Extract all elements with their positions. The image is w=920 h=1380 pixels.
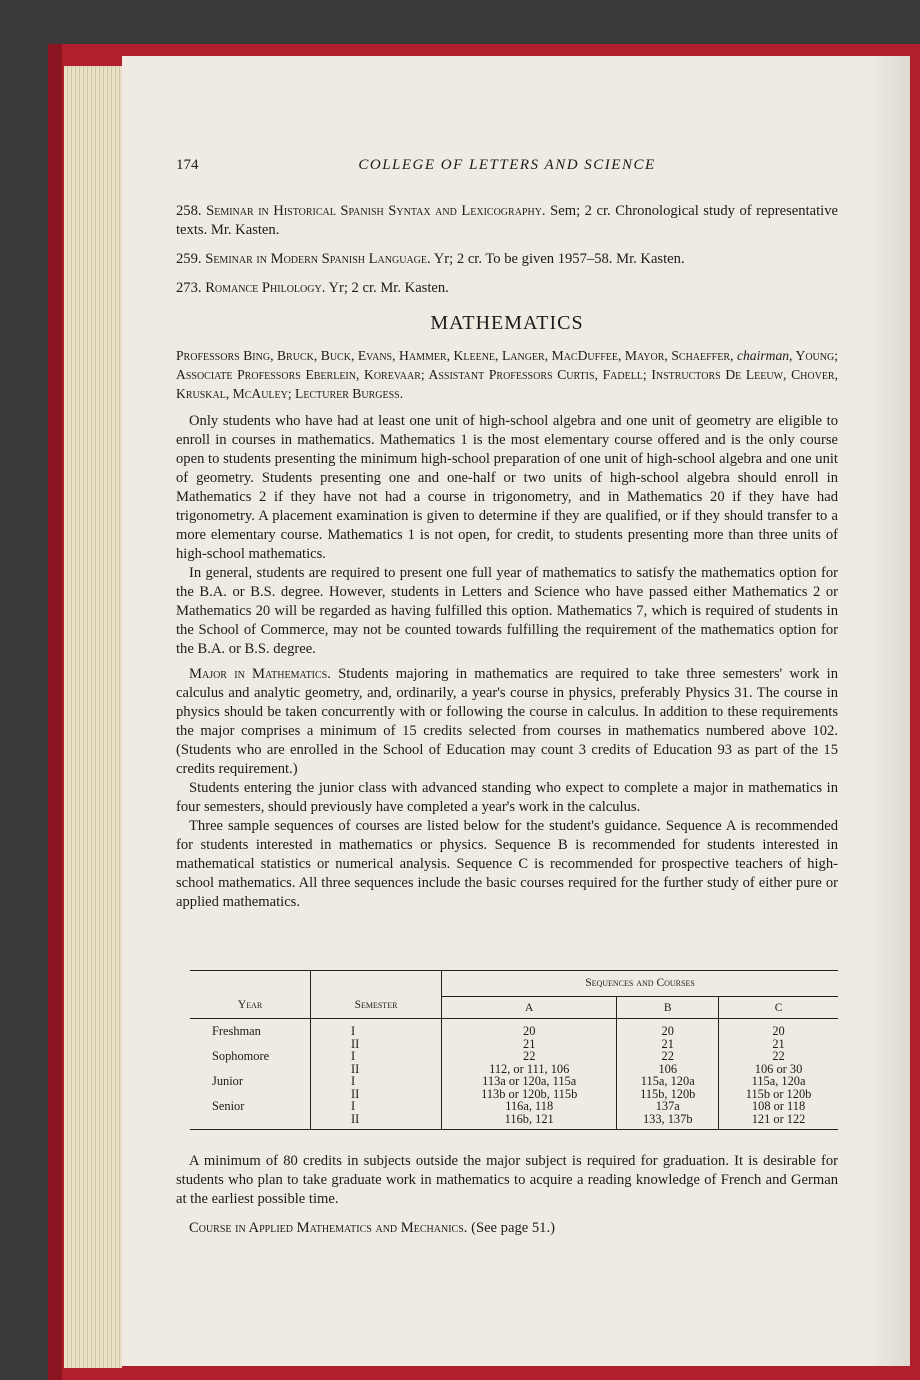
- course-entry: 258. Seminar in Historical Spanish Syntax and Lexicography. Sem; 2 cr. Chronological study of representative texts. Mr. Kasten.: [176, 203, 839, 238]
- semester-cell: I: [311, 1050, 442, 1063]
- year-cell: Freshman: [190, 1019, 311, 1038]
- sequence-a-cell: 20: [442, 1019, 617, 1038]
- sequence-a-cell: 112, or 111, 106: [442, 1063, 617, 1076]
- sequence-a-cell: 22: [442, 1050, 617, 1063]
- course-desc: Yr; 2 cr. Mr. Kasten.: [328, 280, 449, 296]
- sequence-a-cell: 21: [442, 1038, 617, 1051]
- sequences-header: Sequences and Courses: [442, 971, 839, 997]
- body-text: [176, 412, 838, 912]
- table-row: [190, 1038, 838, 1051]
- col-b-header: B: [617, 996, 719, 1019]
- col-semester-header: Semester: [311, 971, 442, 1019]
- sequence-b-cell: 21: [617, 1038, 719, 1051]
- closing-text: [176, 1152, 838, 1238]
- sequence-b-cell: 133, 137b: [617, 1113, 719, 1130]
- course-desc: Yr; 2 cr. To be given 1957–58. Mr. Kasten.: [433, 251, 685, 267]
- sequence-a-cell: 116b, 121: [442, 1113, 617, 1130]
- semester-cell: II: [311, 1038, 442, 1051]
- sequence-a-cell: 113a or 120a, 115a: [442, 1075, 617, 1088]
- sequence-c-cell: 21: [772, 1036, 785, 1051]
- paragraph: In general, students are required to present one full year of mathematics to satisfy the mathematics option for the B.A. or B.S. degree. However, students in Letters and Science who have passed either Mathematics 2 or Mathematics 20 will be regarded as having fulfilled this option. Mathematics 7, which is required of students in the School of Commerce, may not be counted towards fulfilling the requirement of the mathematics option for the B.A. or B.S. degree.: [176, 565, 838, 657]
- table-row: [190, 1050, 838, 1063]
- semester-cell: II: [311, 1063, 442, 1076]
- table-body: [190, 1019, 838, 1130]
- year-cell: Junior: [190, 1075, 311, 1088]
- course-list: [176, 202, 838, 308]
- semester-cell: I: [311, 1075, 442, 1088]
- semester-cell: II: [311, 1113, 442, 1130]
- col-year-header: Year: [190, 971, 311, 1019]
- page-number: 174: [176, 157, 199, 173]
- semester-cell: I: [311, 1019, 442, 1038]
- sequence-c-cell: 106 or 30: [754, 1061, 803, 1076]
- course-entry: 259. Seminar in Modern Spanish Language. Yr; 2 cr. To be given 1957–58. Mr. Kasten.: [176, 251, 685, 267]
- table-row: [190, 1075, 838, 1088]
- sequence-b-cell: 115a, 120a: [617, 1075, 719, 1088]
- sequence-b-cell: 106: [617, 1063, 719, 1076]
- paragraph: Only students who have had at least one unit of high-school algebra and one unit of geometry are eligible to enroll in courses in mathematics. Mathematics 1 is the most elementary course offered and is the only course open to students presenting the minimum high-school preparation of one unit of high-school algebra and one unit of geometry. Students presenting one and one-half or two units of high-school algebra should enroll in Mathematics 2 if they have not had a course in trigonometry, and in Mathematics 20 if they have had trigonometry. A placement examination is given to determine if they are qualified, or if they should transfer to a more elementary course. Mathematics 1 is not open, for credit, to students presenting more than three units of high-school mathematics.: [176, 413, 838, 562]
- paragraph: Major in Mathematics. Students majoring in mathematics are required to take three semesters' work in calculus and analytic geometry, and, ordinarily, a year's course in physics, preferably Physics 31. The course in physics should be taken concurrently with or following the course in calculus. In addition to these requirements the major comprises a minimum of 15 credits selected from courses in mathematics numbered above 102. (Students who are enrolled in the School of Education may count 3 credits of Education 93 as part of the 15 credits requirement.): [176, 666, 839, 777]
- sequence-b-cell: 137a: [617, 1100, 719, 1113]
- sequence-c-cell: 115b or 120b: [745, 1086, 812, 1101]
- sequence-c-cell: 115a, 120a: [751, 1074, 806, 1088]
- course-title: Seminar in Modern Spanish Language.: [205, 251, 431, 267]
- paragraph: A minimum of 80 credits in subjects outside the major subject is required for graduation. It is desirable for students who plan to take graduate work in mathematics to acquire a reading knowledge of French and German at the earliest possible time.: [176, 1153, 838, 1207]
- course-title: Romance Philology.: [205, 280, 326, 296]
- table-row: [190, 1113, 838, 1130]
- book-page: [122, 56, 910, 1366]
- sequence-a-cell: 113b or 120b, 115b: [442, 1088, 617, 1101]
- year-cell: [190, 1063, 311, 1076]
- section-title: MATHEMATICS: [430, 312, 584, 334]
- sequence-c-cell: 20: [772, 1024, 785, 1038]
- table-row: [190, 1100, 838, 1113]
- course-desc: Sem; 2 cr. Chronological study of representative texts. Mr. Kasten.: [176, 203, 839, 238]
- year-cell: [190, 1088, 311, 1101]
- semester-cell: II: [311, 1088, 442, 1101]
- semester-cell: I: [311, 1100, 442, 1113]
- year-cell: Sophomore: [190, 1050, 311, 1063]
- sequence-a-cell: 116a, 118: [442, 1100, 617, 1113]
- paragraph: Students entering the junior class with advanced standing who expect to complete a major in mathematics in four semesters, should previously have completed a year's work in the calculus.: [176, 780, 838, 815]
- table-row: [190, 1019, 838, 1038]
- course-title: Seminar in Historical Spanish Syntax and Lexicography.: [206, 203, 546, 219]
- major-heading: Major in Mathematics.: [189, 666, 331, 682]
- sequence-c-cell: 108 or 118: [751, 1099, 806, 1113]
- sequence-table: [190, 970, 838, 1130]
- sequence-b-cell: 22: [617, 1050, 719, 1063]
- year-cell: Senior: [190, 1100, 311, 1113]
- applied-math-note: Course in Applied Mathematics and Mechanics. (See page 51.): [189, 1220, 555, 1236]
- course-entry: 273. Romance Philology. Yr; 2 cr. Mr. Kasten.: [176, 280, 449, 296]
- col-a-header: A: [442, 996, 617, 1019]
- sequence-b-cell: 115b, 120b: [617, 1088, 719, 1101]
- sequence-b-cell: 20: [617, 1019, 719, 1038]
- sequence-c-cell: 121 or 122: [719, 1113, 838, 1130]
- running-title: COLLEGE OF LETTERS AND SCIENCE: [358, 157, 656, 173]
- col-c-header: C: [719, 996, 838, 1019]
- paragraph: Three sample sequences of courses are listed below for the student's guidance. Sequence A is recommended for students interested in mathematics or physics. Sequence B is recommended for students interested in mathematical statistics or numerical analysis. Sequence C is recommended for prospective teachers of high-school mathematics. All three sequences include the basic courses required for the further study of either pure or applied mathematics.: [176, 818, 838, 910]
- year-cell: [190, 1113, 311, 1130]
- page-edges: [64, 66, 122, 1368]
- faculty-list: Professors Bing, Bruck, Buck, Evans, Hammer, Kleene, Langer, MacDuffee, Mayor, Schaeffer, chairman, Young; Associate Professors Eberlein, Korevaar; Assistant Professors Curtis, Fadell; Instructors De Leeuw, Chover, Kruskal, McAuley; Lecturer Burgess.: [176, 348, 838, 401]
- sequence-c-cell: 22: [772, 1049, 785, 1063]
- book-spine-shadow: [48, 44, 62, 1380]
